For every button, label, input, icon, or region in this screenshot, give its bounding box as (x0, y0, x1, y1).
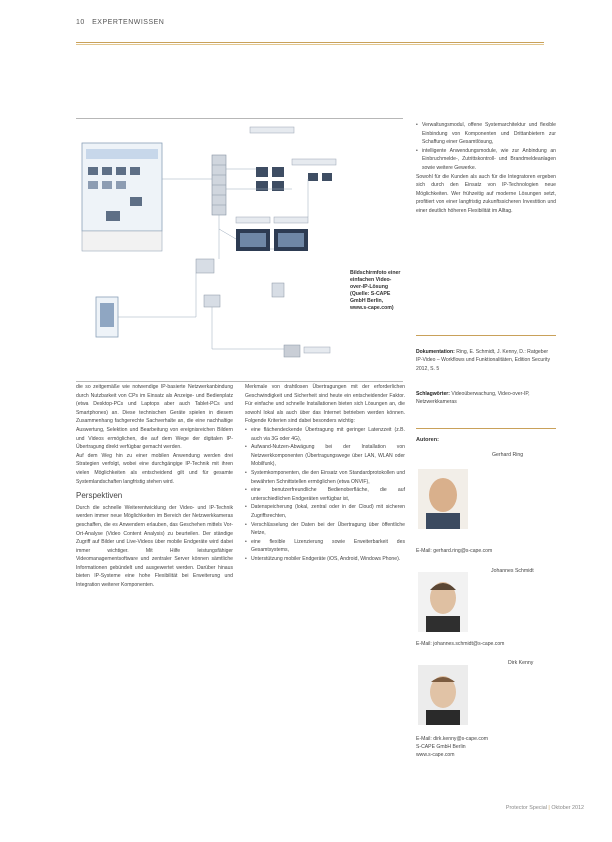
text-column-3 (416, 121, 556, 216)
list-item: • Datenspeicherung (lokal, zentral oder in der Cloud) mit sicheren Zugriffsrechten, (251, 503, 405, 520)
mobile-device-graphic (96, 297, 118, 337)
author-photo (418, 665, 468, 725)
list-item: • Verwaltungsmodul, offene Systemarchitektur und flexible Einbindung von Komponenten und Drittanbietern zur Schaffung einer Gesamtlösung, (422, 121, 556, 147)
list-item: • Unterstützung mobiler Endgeräte (iOS, Android, Windows Phone). (251, 555, 405, 564)
author-contact (416, 735, 556, 759)
footer-separator: | (548, 805, 550, 811)
header-rule-secondary (76, 44, 544, 45)
author-name: Johannes Schmidt (491, 568, 534, 574)
page-footer (506, 805, 584, 811)
documentation-block (416, 348, 556, 373)
keywords-block (416, 390, 556, 407)
paragraph: die so zeitgemäße wie notwendige IP-basierte Netzwerkanbindung durch Nutzbarkeit von CPs im Einsatz als Anzeige- und Bedienplatz (etwa Desktop-PCs und Laptops aber auch Tablet-PCs und Smartphones) an. Diese technischen Geräte spielen in diesem Zusammenhang fachgerechte Sachverhalte an, die eine nachhaltige Auswertung, Selektion und Bearbeitung von ereignisreichen Bildern und Videos ermöglichen, die auf dem Wege der digitalen IP-Übertragung direkt verfügbar gemacht werden. (76, 384, 233, 451)
header-rule (76, 42, 544, 43)
list-item: • Systemkomponenten, die den Einsatz von Standardprotokollen und bewährten Schnittstellen ermöglichen (etwa ONVIF), (251, 469, 405, 486)
divider (416, 428, 556, 429)
documentation-label: Dokumentation: (416, 349, 455, 355)
list-item: • eine benutzerfreundliche Bedienoberfläche, die auf unterschiedlichen Endgeräten verfügbar ist, (251, 486, 405, 503)
bullet-list (416, 121, 556, 173)
figure-caption: Bildschirmfoto einer einfachen Video-over-IP-Lösung (Quelle: S-CAPE GmbH Berlin, www.s-cape.com) (350, 270, 401, 312)
authors-heading: Autoren: (416, 437, 439, 443)
author-photo (418, 469, 468, 529)
author-website[interactable]: www.s-cape.com (416, 752, 455, 758)
list-item: • eine flexible Lizenzierung sowie Erweiterbarkeit des Gesamtsystems, (251, 538, 405, 555)
author-name: Gerhard Ring (492, 452, 524, 458)
text-column-1 (76, 383, 233, 590)
paragraph: Merkmale von drahtlosen Übertragungen mit der erforderlichen Geschwindigkeit und Sicherheit sind heute ein entscheidender Faktor. Für einfache und schnelle Installationen bieten sich Lösungen an, die sowohl lokal als auch über das Internet betrieben werden können. Folgende Kriterien sind dabei besonders wichtig: (245, 384, 405, 425)
list-item: • intelligente Anwendungsmodule, wie zur Anbindung an Einbruchmelde-, Zutrittskontroll- und Brandmeldeanlagen sowie weitere Gewerke. (422, 147, 556, 173)
keywords-label: Schlagwörter: (416, 391, 450, 397)
page-number: 10 (76, 19, 85, 26)
bullet-list (245, 426, 405, 564)
keywords-text: Videoüberwachung, Video-over-IP, Netzwerkkameras (416, 391, 530, 406)
author-name: Dirk Kenny (508, 660, 534, 666)
list-item: • Aufwand-Nutzen-Abwägung bei der Installation von Netzwerkkomponenten (Übertragungswege über LAN, WLAN oder Mobilfunk), (251, 443, 405, 469)
text-column-2 (245, 383, 405, 563)
journal-name: Protector Special (505, 805, 547, 811)
paragraph: Auf dem Weg hin zu einer mobilen Anwendung werden drei Strategien verfolgt, wobei eine durchgängige IP-Technik mit ihren vielen Möglichkeiten als entscheidend gilt und für gesamte Systemlandschaften langfristig stehen wird. (76, 452, 233, 485)
paragraph: Durch die schnelle Weiterentwicklung der Video- und IP-Technik werden immer neue Möglichkeiten im Bereich der Netzwerkkameras geschaffen, die es Anwendern erlauben, das Geschehen mittels Vor-Ort-Analyse (Video Content Analysis) zu beurteilen. Der ständige Zugriff auf Bilder und Live-Videos über mobile Endgeräte wird dabei immer wichtiger. Mit Hilfe leistungsfähiger Videomanagementsoftware und zentraler Server können sämtliche Informationen gebündelt und ausgewertet werden. Darüber hinaus bieten IP-Systeme eine hohe Flexibilität bei Erweiterung und Integration weiterer Komponenten. (76, 504, 233, 589)
printer-graphic (284, 345, 330, 357)
author-photo (418, 572, 468, 632)
network-diagram (76, 119, 403, 381)
page-header (76, 19, 164, 26)
author-email: E-Mail: johannes.schmidt@s-cape.com (416, 641, 505, 647)
documentation-text: Ring, E. Schmidt, J. Kenny, D.: Ratgeber IP-Video – Workflows und Funktionalitäten, Edition Security 2012, S. 5 (416, 349, 551, 372)
recorder-graphic (196, 259, 284, 307)
section-title: EXPERTENWISSEN (92, 19, 165, 26)
issue-date: Oktober 2012 (551, 805, 584, 811)
monitor-wall-graphic (236, 217, 308, 251)
camera-cluster-graphic (250, 127, 336, 191)
author-company: S-CAPE GmbH Berlin (416, 744, 466, 750)
list-item: • eine flächendeckende Übertragung mit geringer Latenzzeit (z.B. auch via 3G oder 4G), (251, 426, 405, 443)
laptop-screen-graphic (82, 143, 162, 251)
list-item: • Verschlüsselung der Daten bei der Übertragung über öffentliche Netze, (251, 521, 405, 538)
author-email: E-Mail: gerhard.ring@s-cape.com (416, 548, 493, 554)
author-email: E-Mail: dirk.kenny@s-cape.com (416, 736, 488, 742)
divider (416, 335, 556, 336)
section-heading: Perspektiven (76, 491, 123, 501)
server-rack-graphic (212, 155, 226, 215)
paragraph: Sowohl für die Kunden als auch für die Integratoren ergeben sich durch den Einsatz von IP-Technologien neue Möglichkeiten. Wer frühzeitig auf moderne Lösungen setzt, profitiert von einer langfristig zukunftssicheren Investition und einer deutlich höheren Flexibilität im Alltag. (416, 173, 556, 214)
network-diagram-figure (76, 118, 403, 382)
